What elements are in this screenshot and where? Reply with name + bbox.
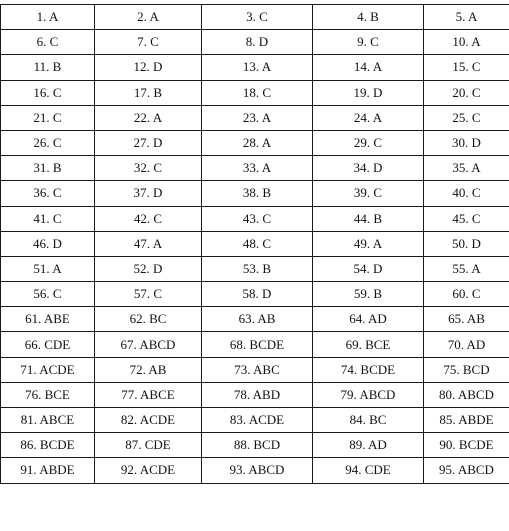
answer-cell: 56. C: [1, 282, 95, 307]
answer-cell: 27. D: [95, 130, 202, 155]
answer-row: [1, 282, 509, 307]
answer-cell: 36. C: [1, 181, 95, 206]
answer-row: [1, 231, 509, 256]
answer-cell: 13. A: [202, 55, 313, 80]
answer-cell: 17. B: [95, 80, 202, 105]
answer-cell: 54. D: [313, 256, 424, 281]
answer-cell: 62. BC: [95, 307, 202, 332]
answer-cell: 42. C: [95, 206, 202, 231]
answer-row: [1, 332, 509, 357]
answer-cell: 64. AD: [313, 307, 424, 332]
answer-cell: 49. A: [313, 231, 424, 256]
answer-cell: 88. BCD: [202, 433, 313, 458]
answer-cell: 85. ABDE: [424, 408, 509, 433]
answer-cell: 76. BCE: [1, 382, 95, 407]
answer-cell: 58. D: [202, 282, 313, 307]
answer-cell: 15. C: [424, 55, 509, 80]
answer-cell: 16. C: [1, 80, 95, 105]
answer-cell: 5. A: [424, 5, 509, 30]
answer-cell: 40. C: [424, 181, 509, 206]
answer-cell: 83. ACDE: [202, 408, 313, 433]
answer-cell: 84. BC: [313, 408, 424, 433]
answer-row: [1, 206, 509, 231]
answer-cell: 22. A: [95, 105, 202, 130]
answer-cell: 86. BCDE: [1, 433, 95, 458]
answer-row: [1, 156, 509, 181]
answer-cell: 38. B: [202, 181, 313, 206]
answer-row: [1, 382, 509, 407]
answer-cell: 21. C: [1, 105, 95, 130]
answer-cell: 55. A: [424, 256, 509, 281]
answer-row: [1, 256, 509, 281]
answer-cell: 29. C: [313, 130, 424, 155]
answer-cell: 6. C: [1, 30, 95, 55]
answer-cell: 19. D: [313, 80, 424, 105]
answer-cell: 24. A: [313, 105, 424, 130]
answer-row: [1, 55, 509, 80]
answer-cell: 74. BCDE: [313, 357, 424, 382]
answer-row: [1, 80, 509, 105]
answer-cell: 8. D: [202, 30, 313, 55]
answer-row: [1, 105, 509, 130]
answer-row: [1, 181, 509, 206]
answer-cell: 4. B: [313, 5, 424, 30]
answer-cell: 87. CDE: [95, 433, 202, 458]
answer-cell: 23. A: [202, 105, 313, 130]
answer-cell: 11. B: [1, 55, 95, 80]
answer-cell: 73. ABC: [202, 357, 313, 382]
answer-cell: 3. C: [202, 5, 313, 30]
answer-cell: 90. BCDE: [424, 433, 509, 458]
answer-cell: 77. ABCE: [95, 382, 202, 407]
answer-cell: 2. A: [95, 5, 202, 30]
answer-cell: 28. A: [202, 130, 313, 155]
answer-row: [1, 5, 509, 30]
answer-cell: 31. B: [1, 156, 95, 181]
answer-cell: 79. ABCD: [313, 382, 424, 407]
answer-key-table: [0, 4, 509, 484]
answer-cell: 30. D: [424, 130, 509, 155]
answer-cell: 81. ABCE: [1, 408, 95, 433]
answer-cell: 57. C: [95, 282, 202, 307]
answer-cell: 78. ABD: [202, 382, 313, 407]
answer-cell: 65. AB: [424, 307, 509, 332]
answer-cell: 46. D: [1, 231, 95, 256]
answer-row: [1, 458, 509, 483]
answer-cell: 69. BCE: [313, 332, 424, 357]
answer-cell: 80. ABCD: [424, 382, 509, 407]
answer-cell: 60. C: [424, 282, 509, 307]
answer-cell: 47. A: [95, 231, 202, 256]
answer-cell: 41. C: [1, 206, 95, 231]
answer-cell: 50. D: [424, 231, 509, 256]
answer-cell: 18. C: [202, 80, 313, 105]
answer-key-body: [1, 5, 509, 484]
answer-cell: 7. C: [95, 30, 202, 55]
answer-cell: 71. ACDE: [1, 357, 95, 382]
answer-row: [1, 130, 509, 155]
answer-cell: 72. AB: [95, 357, 202, 382]
answer-cell: 95. ABCD: [424, 458, 509, 483]
answer-cell: 66. CDE: [1, 332, 95, 357]
answer-cell: 59. B: [313, 282, 424, 307]
answer-cell: 32. C: [95, 156, 202, 181]
answer-cell: 26. C: [1, 130, 95, 155]
answer-cell: 39. C: [313, 181, 424, 206]
answer-cell: 43. C: [202, 206, 313, 231]
answer-cell: 12. D: [95, 55, 202, 80]
answer-cell: 92. ACDE: [95, 458, 202, 483]
answer-cell: 53. B: [202, 256, 313, 281]
answer-cell: 48. C: [202, 231, 313, 256]
answer-cell: 45. C: [424, 206, 509, 231]
answer-cell: 20. C: [424, 80, 509, 105]
answer-cell: 10. A: [424, 30, 509, 55]
answer-cell: 67. ABCD: [95, 332, 202, 357]
answer-cell: 33. A: [202, 156, 313, 181]
answer-row: [1, 307, 509, 332]
answer-cell: 44. B: [313, 206, 424, 231]
answer-row: [1, 357, 509, 382]
answer-cell: 89. AD: [313, 433, 424, 458]
answer-cell: 82. ACDE: [95, 408, 202, 433]
answer-cell: 75. BCD: [424, 357, 509, 382]
answer-row: [1, 30, 509, 55]
answer-cell: 52. D: [95, 256, 202, 281]
answer-cell: 93. ABCD: [202, 458, 313, 483]
answer-cell: 34. D: [313, 156, 424, 181]
answer-cell: 14. A: [313, 55, 424, 80]
answer-cell: 25. C: [424, 105, 509, 130]
answer-row: [1, 433, 509, 458]
answer-cell: 68. BCDE: [202, 332, 313, 357]
answer-cell: 51. A: [1, 256, 95, 281]
answer-cell: 70. AD: [424, 332, 509, 357]
answer-cell: 1. A: [1, 5, 95, 30]
answer-row: [1, 408, 509, 433]
answer-cell: 94. CDE: [313, 458, 424, 483]
answer-cell: 63. AB: [202, 307, 313, 332]
answer-cell: 61. ABE: [1, 307, 95, 332]
answer-cell: 35. A: [424, 156, 509, 181]
answer-cell: 9. C: [313, 30, 424, 55]
answer-cell: 37. D: [95, 181, 202, 206]
answer-cell: 91. ABDE: [1, 458, 95, 483]
